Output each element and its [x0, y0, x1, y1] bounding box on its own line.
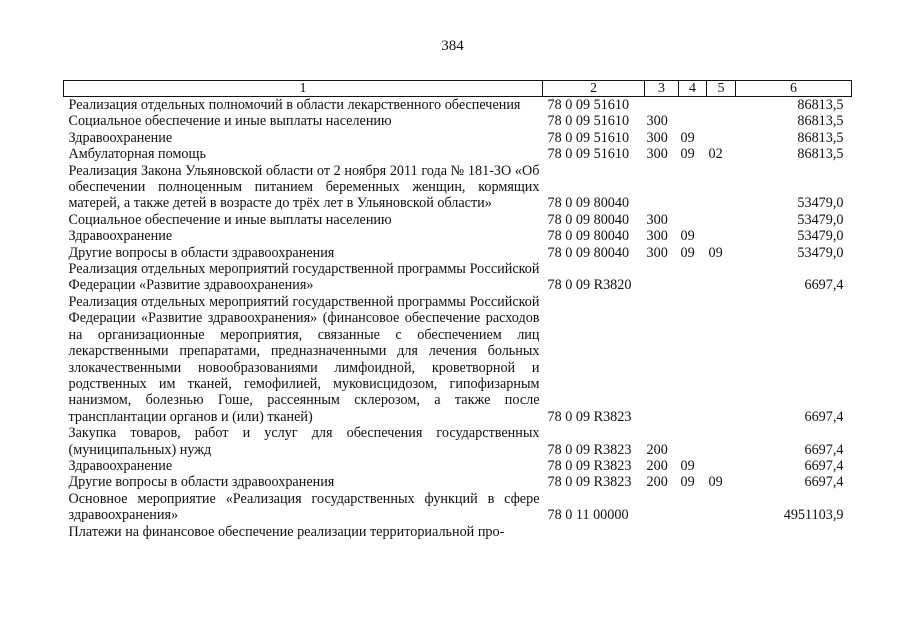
- row-expense-type: 200: [646, 457, 668, 474]
- table-header: [64, 81, 852, 97]
- table-row: [64, 425, 852, 458]
- row-subsection: [707, 458, 736, 474]
- row-code: 78 0 09 R3823: [547, 474, 632, 491]
- row-expense-type: 300: [646, 129, 668, 146]
- row-subsection: [707, 163, 736, 212]
- row-name: Здравоохранение: [68, 129, 173, 146]
- row-code: 78 0 09 51610: [547, 146, 630, 163]
- table-row: [64, 146, 852, 162]
- row-subsection: [707, 425, 736, 458]
- row-code: 78 0 09 51610: [547, 97, 630, 113]
- row-expense-type: 200: [646, 474, 668, 491]
- row-section: [679, 425, 707, 458]
- row-expense-type: [645, 261, 679, 294]
- row-code: 78 0 09 R3823: [547, 441, 632, 458]
- column-header-4: 4: [679, 81, 707, 97]
- table-row: [64, 294, 852, 425]
- row-amount: 86813,5: [797, 113, 844, 130]
- row-amount: 6697,4: [804, 441, 844, 458]
- row-code: 78 0 09 80040: [547, 244, 630, 261]
- row-section: [679, 113, 707, 129]
- row-name: Здравоохранение: [68, 228, 173, 245]
- row-expense-type: 300: [646, 211, 668, 228]
- row-section: 09: [680, 474, 695, 491]
- row-amount: 6697,4: [804, 474, 844, 491]
- table-row: [64, 97, 852, 114]
- row-amount: 4951103,9: [783, 507, 844, 524]
- row-expense-type: [645, 491, 679, 524]
- column-header-1: 1: [64, 81, 543, 97]
- row-expense-type: [645, 294, 679, 425]
- table-row: [64, 163, 852, 212]
- row-name: Социальное обеспечение и иные выплаты населению: [68, 211, 392, 228]
- row-section: [679, 294, 707, 425]
- table-row: [64, 524, 852, 540]
- row-name: Закупка товаров, работ и услуг для обеспечения государственных (муниципальных) нужд: [68, 425, 540, 458]
- column-header-2: 2: [543, 81, 645, 97]
- row-name: Другие вопросы в области здравоохранения: [68, 474, 335, 491]
- row-subsection: [707, 228, 736, 244]
- row-section: 09: [680, 457, 695, 474]
- row-section: 09: [680, 228, 695, 245]
- row-name: Реализация отдельных мероприятий государственной программы Российской Федерации «Развитие здравоохранения»: [68, 261, 540, 294]
- row-expense-type: 300: [646, 228, 668, 245]
- row-section: [679, 212, 707, 228]
- row-section: [679, 491, 707, 524]
- row-subsection: [707, 294, 736, 425]
- row-name: Социальное обеспечение и иные выплаты населению: [68, 113, 392, 130]
- row-expense-type: 200: [646, 441, 668, 458]
- row-code: [543, 524, 645, 540]
- row-amount: 6697,4: [804, 457, 844, 474]
- budget-table: [63, 80, 852, 540]
- row-section: 09: [680, 244, 695, 261]
- table-row: [64, 245, 852, 261]
- row-amount: 53479,0: [797, 211, 844, 228]
- row-name: Платежи на финансовое обеспечение реализации территориальной про-: [68, 523, 505, 540]
- table-row: [64, 491, 852, 524]
- row-section: 09: [680, 129, 695, 146]
- column-header-6: 6: [736, 81, 852, 97]
- row-code: 78 0 09 51610: [547, 129, 630, 146]
- page-number: 384: [441, 38, 464, 54]
- row-section: 09: [680, 146, 695, 163]
- row-name: Основное мероприятие «Реализация государственных функций в сфере здравоохранения»: [68, 490, 540, 524]
- row-code: 78 0 09 80040: [547, 228, 630, 245]
- row-subsection: [707, 97, 736, 114]
- row-code: 78 0 09 R3823: [547, 457, 632, 474]
- table-body: [64, 97, 852, 540]
- row-subsection: [707, 491, 736, 524]
- row-amount: [736, 524, 852, 540]
- row-name: Другие вопросы в области здравоохранения: [68, 244, 335, 261]
- row-subsection: 02: [708, 146, 723, 163]
- row-code: 78 0 09 80040: [547, 211, 630, 228]
- table-row: [64, 474, 852, 490]
- row-name: Реализация Закона Ульяновской области от 2 ноября 2011 года № 181-ЗО «Об обеспечении полноценным питанием беременных женщин, кормящих матерей, а также детей в возрасте до трёх лет в Ульяновской области»: [68, 162, 540, 212]
- row-subsection: [707, 113, 736, 129]
- row-subsection: [707, 130, 736, 146]
- row-amount: 86813,5: [797, 146, 844, 163]
- row-subsection: [707, 261, 736, 294]
- column-header-5: 5: [707, 81, 736, 97]
- row-amount: 86813,5: [797, 129, 844, 146]
- row-code: 78 0 09 R3820: [547, 277, 632, 294]
- table-row: [64, 261, 852, 294]
- table-row: [64, 113, 852, 129]
- row-subsection: [707, 212, 736, 228]
- row-subsection: 09: [708, 244, 723, 261]
- row-section: [679, 261, 707, 294]
- row-name: Здравоохранение: [68, 457, 173, 474]
- row-section: [679, 163, 707, 212]
- row-code: 78 0 11 00000: [547, 507, 629, 524]
- row-name: Реализация отдельных мероприятий государственной программы Российской Федерации «Развитие здравоохранения» (финансовое обеспечение расходов на организационные мероприятия, связанные с обеспечением лиц лекарственными препаратами, предназначенными для лечения больных злокачественными новообразованиями лимфоидной, кроветворной и родственных им тканей, гемофилией, муковисцидозом, гипофизарным нанизмом, болезнью Гоше, рассеянным склерозом, а также после трансплантации органов и (или) тканей): [68, 293, 540, 425]
- row-amount: 53479,0: [797, 228, 844, 245]
- table-row: [64, 130, 852, 146]
- row-expense-type: 300: [646, 113, 668, 130]
- row-amount: 53479,0: [797, 195, 844, 212]
- column-header-3: 3: [645, 81, 679, 97]
- row-expense-type: 300: [646, 146, 668, 163]
- row-amount: 6697,4: [804, 408, 844, 425]
- row-amount: 86813,5: [797, 97, 844, 113]
- header-row: [64, 81, 852, 97]
- row-section: [679, 524, 707, 540]
- row-expense-type: 300: [646, 244, 668, 261]
- row-code: 78 0 09 51610: [547, 113, 630, 130]
- row-code: 78 0 09 R3823: [547, 408, 632, 425]
- row-name: Реализация отдельных полномочий в области лекарственного обеспечения: [68, 97, 521, 113]
- row-name: Амбулаторная помощь: [68, 146, 206, 163]
- row-amount: 53479,0: [797, 244, 844, 261]
- table-row: [64, 228, 852, 244]
- row-expense-type: [645, 163, 679, 212]
- table-row: [64, 212, 852, 228]
- row-subsection: [707, 524, 736, 540]
- table-row: [64, 458, 852, 474]
- row-expense-type: [645, 524, 679, 540]
- row-subsection: 09: [708, 474, 723, 491]
- row-expense-type: [645, 97, 679, 114]
- row-amount: 6697,4: [804, 277, 844, 294]
- row-section: [679, 97, 707, 114]
- row-code: 78 0 09 80040: [547, 195, 630, 212]
